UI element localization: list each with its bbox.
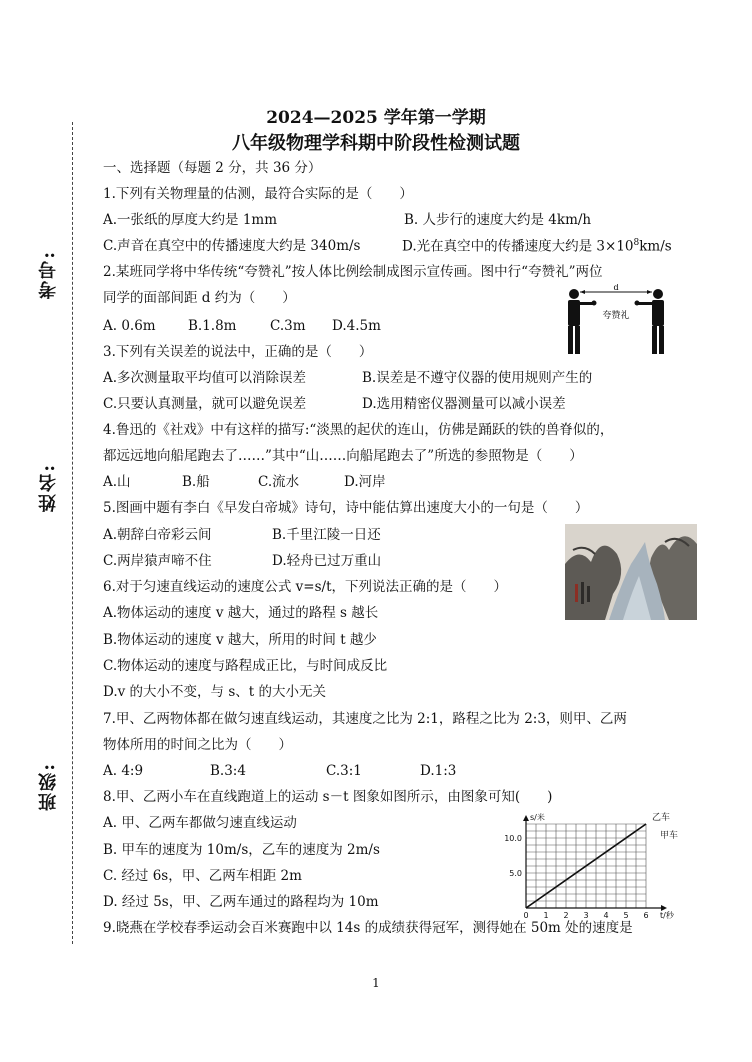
q5-option-d: D.轻舟已过万重山: [272, 553, 382, 569]
distance-label: d: [613, 284, 619, 292]
q6-option-a: A.物体运动的速度 v 越大，通过的路程 s 越长: [103, 605, 379, 621]
binding-line: [72, 122, 73, 944]
q9-stem: 9.晓燕在学校春季运动会百米赛跑中以 14s 的成绩获得冠军，测得她在 50m 处的速度是: [103, 920, 633, 936]
name-label: 姓名:: [38, 463, 59, 512]
q5-stem: 5.图画中题有李白《早发白帝城》诗句，诗中能估算出速度大小的一句是（ ）: [103, 500, 589, 516]
q3-option-b: B.误差是不遵守仪器的使用规则产生的: [362, 370, 593, 386]
x-tick-label: 3: [583, 911, 589, 920]
x-tick-label: 0: [523, 911, 529, 920]
q3-option-c: C.只要认真测量，就可以避免误差: [103, 396, 307, 412]
q4-option-d: D.河岸: [344, 474, 386, 490]
landscape-painting: [565, 524, 697, 620]
q4-option-b: B.船: [182, 474, 210, 490]
q5-option-c: C.两岸猿声啼不住: [103, 553, 212, 569]
q7-stem-line2: 物体所用的时间之比为（ ）: [103, 737, 292, 753]
q4-option-a: A.山: [103, 474, 131, 490]
y-axis-arrow: [523, 815, 529, 821]
q2-option-d: D.4.5m: [332, 318, 381, 334]
q8-stem: 8.甲、乙两小车在直线跑道上的运动 s－t 图象如图所示，由图象可知( ): [103, 789, 553, 805]
q1-option-d: D.光在真空中的传播速度大约是 $3\times 10^8km/s$: [402, 238, 672, 255]
q3-option-a: A.多次测量取平均值可以消除误差: [103, 370, 307, 386]
q6-stem: 6.对于匀速直线运动的速度公式 v=s/t，下列说法正确的是（ ）: [103, 579, 508, 595]
section-heading: 一、选择题（每题 2 分，共 36 分）: [103, 160, 322, 176]
q4-stem-line1: 4.鲁迅的《社戏》中有这样的描写:“淡黑的起伏的连山，仿佛是踊跃的铁的兽脊似的，: [103, 422, 614, 438]
page-number: 1: [372, 976, 380, 990]
q4-stem-line2: 都远远地向船尾跑去了……”其中“山……向船尾跑去了”所选的参照物是（ ）: [103, 448, 583, 464]
q1-option-b: B. 人步行的速度大约是 4km/h: [404, 212, 592, 228]
q8-option-d: D. 经过 5s，甲、乙两车通过的路程均为 10m: [103, 894, 379, 910]
q2-stem-line1: 2.某班同学将中华传统“夸赞礼”按人体比例绘制成图示宣传画。图中行“夸赞礼”两位: [103, 264, 603, 280]
q1-option-c: C.声音在真空中的传播速度大约是 340m/s: [103, 238, 361, 254]
q7-option-c: C.3:1: [326, 763, 362, 779]
y-axis-label: s/米: [530, 813, 545, 822]
q1-stem: 1.下列有关物理量的估测，最符合实际的是（ ）: [103, 186, 413, 202]
x-tick-label: 1: [543, 911, 549, 920]
y-tick-label: 10.0: [504, 834, 522, 843]
series-label-jia: 甲车: [660, 831, 679, 841]
q2-stem-line2: 同学的面部间距 d 约为（ ）: [103, 290, 296, 306]
q3-option-d: D.选用精密仪器测量可以减小误差: [362, 396, 566, 412]
q8-option-a: A. 甲、乙两车都做匀速直线运动: [103, 815, 297, 831]
q7-option-b: B.3:4: [210, 763, 246, 779]
q6-option-c: C.物体运动的速度与路程成正比，与时间成反比: [103, 658, 388, 674]
q6-option-d: D.v 的大小不变，与 s、t 的大小无关: [103, 684, 326, 700]
q2-option-c: C.3m: [270, 318, 306, 334]
q7-stem-line1: 7.甲、乙两物体都在做匀速直线运动，其速度之比为 2:1，路程之比为 2:3，则甲、乙两: [103, 711, 627, 727]
q2-option-b: B.1.8m: [188, 318, 237, 334]
q2-option-a: A. 0.6m: [103, 318, 156, 334]
y-tick-label: 5.0: [509, 869, 522, 878]
q7-option-a: A. 4:9: [103, 763, 144, 779]
x-tick-label: 5: [623, 911, 629, 920]
q6-option-b: B.物体运动的速度 v 越大，所用的时间 t 越少: [103, 632, 377, 648]
chart-axes: [523, 815, 667, 911]
greeting-figure: [560, 284, 680, 356]
exam-title: 八年级物理学科期中阶段性检测试题: [232, 133, 520, 154]
exam-title-year: 2024—2025 学年第一学期: [266, 108, 486, 128]
s-t-chart: [496, 812, 696, 920]
q7-option-d: D.1:3: [420, 763, 457, 779]
q5-option-a: A.朝辞白帝彩云间: [103, 527, 212, 543]
x-tick-label: 4: [603, 911, 609, 920]
x-tick-label: 2: [563, 911, 569, 920]
x-axis-label: t/秒: [660, 911, 674, 920]
series-label-yi: 乙车: [652, 813, 671, 823]
figure-caption: 夸赞礼: [602, 311, 630, 321]
q1-option-a: A.一张纸的厚度大约是 1mm: [103, 212, 278, 228]
exam-number-label: 考号:: [38, 250, 59, 299]
x-tick-label: 6: [643, 911, 649, 920]
q3-stem: 3.下列有关误差的说法中，正确的是（ ）: [103, 344, 373, 360]
q4-option-c: C.流水: [258, 474, 300, 490]
q8-option-c: C. 经过 6s，甲、乙两车相距 2m: [103, 868, 302, 884]
q5-option-b: B.千里江陵一日还: [272, 527, 381, 543]
q8-option-b: B. 甲车的速度为 10m/s，乙车的速度为 2m/s: [103, 842, 380, 858]
class-label: 班级:: [38, 762, 59, 811]
